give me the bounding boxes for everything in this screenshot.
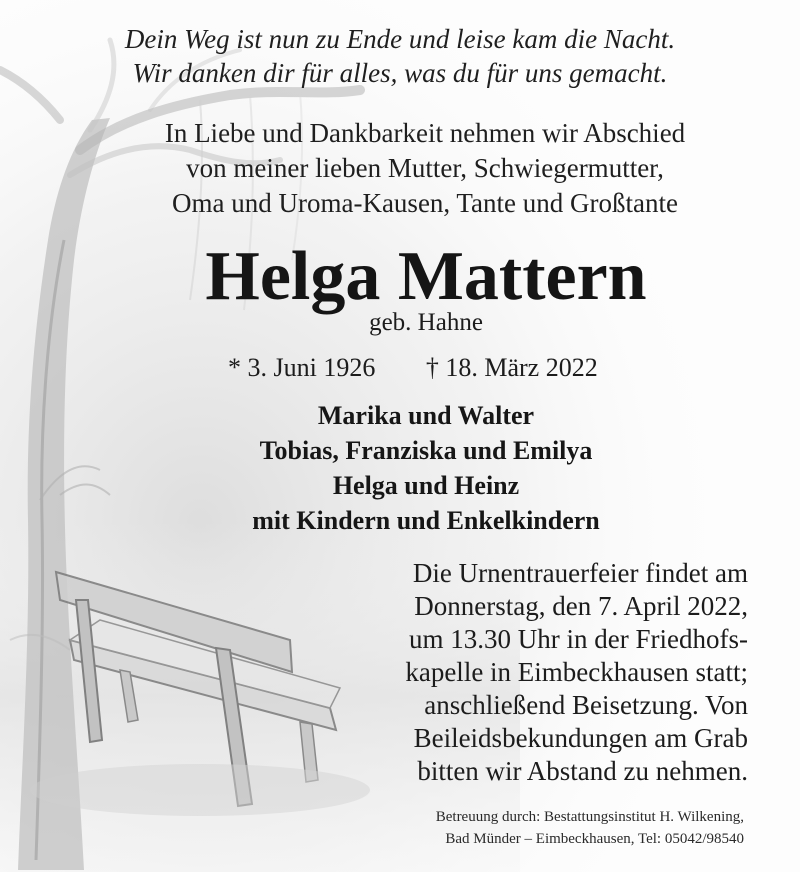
- motto-verse: [0, 22, 800, 90]
- mourner-line: Tobias, Franziska und Emilya: [259, 436, 593, 465]
- mourner-line: Helga und Heinz: [332, 471, 520, 500]
- ceremony-line: Beileidsbekundungen am Grab: [413, 723, 748, 753]
- ceremony-info: [328, 557, 748, 788]
- intro-line-3: Oma und Uroma-Kausen, Tante und Großtante: [172, 188, 678, 218]
- ceremony-line: Donnerstag, den 7. April 2022,: [414, 591, 748, 621]
- deceased-name: Helga Mattern: [205, 238, 647, 315]
- undertaker-line-2: Bad Münder – Eimbeckhausen, Tel: 05042/98540: [445, 831, 744, 847]
- ceremony-line: Die Urnentrauerfeier findet am: [412, 558, 748, 588]
- maiden-name: geb. Hahne: [369, 309, 483, 336]
- ceremony-line: anschließend Beisetzung. Von: [424, 690, 748, 720]
- farewell-intro: [0, 116, 800, 221]
- undertaker-line-1: Betreuung durch: Bestattungsinstitut H. Wilkening,: [435, 809, 744, 825]
- ceremony-line: bitten wir Abstand zu nehmen.: [417, 756, 748, 786]
- undertaker-info: [304, 806, 744, 850]
- motto-line-1: Dein Weg ist nun zu Ende und leise kam die Nacht.: [124, 24, 676, 54]
- life-dates: [228, 352, 598, 384]
- ceremony-line: um 13.30 Uhr in der Friedhofs-: [409, 624, 748, 654]
- ceremony-line: kapelle in Eimbeckhausen statt;: [405, 657, 748, 687]
- death-date: † 18. März 2022: [425, 353, 598, 382]
- mourner-line: mit Kindern und Enkelkindern: [252, 506, 600, 535]
- intro-line-2: von meiner lieben Mutter, Schwiegermutter,: [186, 153, 664, 183]
- intro-line-1: In Liebe und Dankbarkeit nehmen wir Abschied: [164, 118, 686, 148]
- birth-date: * 3. Juni 1926: [228, 353, 376, 382]
- motto-line-2: Wir danken dir für alles, was du für uns gemacht.: [132, 58, 668, 88]
- mourner-line: Marika und Walter: [317, 401, 535, 430]
- mourners-list: [0, 398, 800, 538]
